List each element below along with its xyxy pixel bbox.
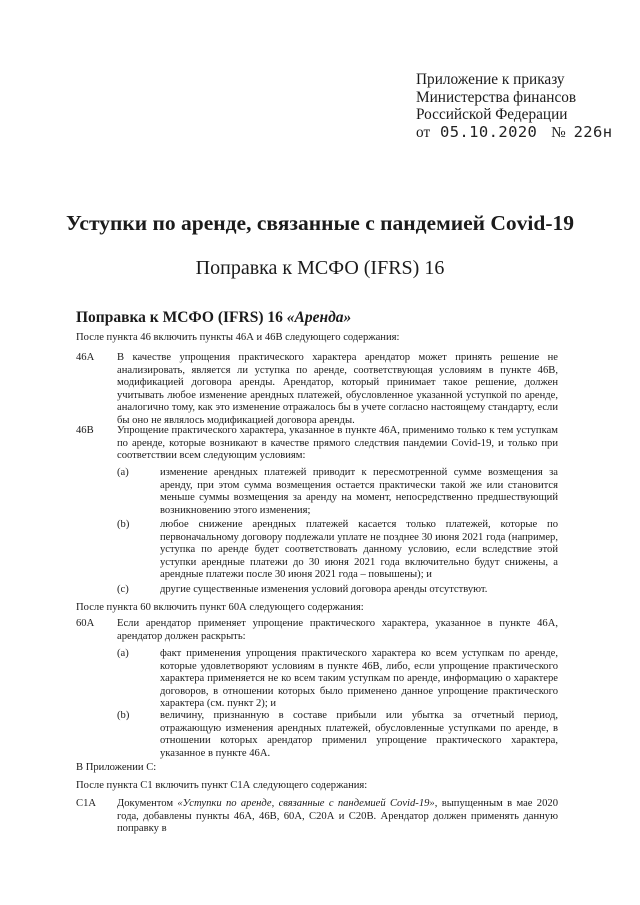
item-60a-b-label: (b) <box>117 710 130 721</box>
item-60a-a: факт применения упрощения практического характера ко всем уступкам по аренде, которые удовлетворяют условиям в пункте 46В, либо, если упрощение практического характера применяется не ко всем таким уступкам по аренде, информацию о характере договоров, в отношении которых было применено данное упрощение практического характера (см. пункт 2); и <box>160 648 558 709</box>
section-heading <box>76 309 351 327</box>
paragraph-60a: Если арендатор применяет упрощение практического характера, указанное в пункте 46А, арендатор должен раскрыть: <box>117 618 558 642</box>
item-46b-a: изменение арендных платежей приводит к пересмотренной сумме возмещения за аренду, при этом сумма возмещения остается практически такой же или становится меньше суммы возмещения за аренду на момент, непосредственно предшествующий возникновению этого изменения; <box>160 467 558 516</box>
paragraph-number-60a: 60А <box>76 618 95 629</box>
header-line-3: Российской Федерации <box>416 106 568 123</box>
section-heading-text: Поправка к МСФО (IFRS) 16 <box>76 309 283 326</box>
order-number-label: № <box>551 123 566 141</box>
section-heading-italic: «Аренда» <box>286 309 352 326</box>
c1a-document-name: «Уступки по аренде, связанные с пандемией Covid-19» <box>177 798 435 809</box>
item-46b-a-label: (a) <box>117 467 129 478</box>
header-line-2: Министерства финансов <box>416 88 577 106</box>
appendix-heading: В Приложении С: <box>76 762 157 773</box>
paragraph-46a: В качестве упрощения практического характера арендатор может принять решение не анализировать, является ли уступка по аренде, соответствующая условиям в пункте 46В, модификацией договора аренды. Арендатор, который принимает такое решение, должен учитывать любое изменение арендных платежей, обусловленное указанной уступкой по аренде, аналогично тому, как это изменение отражалось бы в учете согласно настоящему стандарту, если бы оно не являлось модификацией договора аренды. <box>117 352 558 426</box>
intro-paragraph-2: После пункта 60 включить пункт 60А следующего содержания: <box>76 602 364 613</box>
paragraph-number-46b: 46В <box>76 425 94 436</box>
intro-paragraph-3: После пункта С1 включить пункт С1А следующего содержания: <box>76 780 368 791</box>
c1a-text-end: , выпущенным в мае 2020 года, добавлены пункты 46А, 46В, 60А, С20А и С20В. Арендатор должен применять данную поправку в <box>117 798 558 834</box>
item-46b-b-label: (b) <box>117 519 130 530</box>
document-title: Уступки по аренде, связанные с пандемией Covid-19 <box>65 211 575 235</box>
order-number: 226н <box>573 122 613 141</box>
order-line <box>416 124 630 142</box>
paragraph-c1a <box>117 798 558 836</box>
item-60a-a-label: (a) <box>117 648 129 659</box>
c1a-text-start: Документом <box>117 798 178 809</box>
item-46b-b: любое снижение арендных платежей касается только платежей, которые по первоначальному договору подлежали уплате не позднее 30 июня 2021 года (например, уступка по аренде будет соответствовать данному условию, если вследствие этой уступки арендные платежи до 30 июня 2021 года включительно будут снижены, а арендные платежи после 30 июня 2021 года – повышены); и <box>160 519 558 580</box>
order-date: 05.10.2020 <box>439 122 538 141</box>
paragraph-number-46a: 46А <box>76 352 95 363</box>
document-subtitle: Поправка к МСФО (IFRS) 16 <box>195 257 445 279</box>
item-46b-c-label: (c) <box>117 584 129 595</box>
paragraph-number-c1a: С1А <box>76 798 97 809</box>
item-60a-b: величину, признанную в составе прибыли или убытка за отчетный период, отражающую изменения арендных платежей, обусловленные уступками по аренде, в отношении которых арендатор применил упрощение практического характера, указанное в пункте 46А. <box>160 710 558 759</box>
item-46b-c: другие существенные изменения условий договора аренды отсутствуют. <box>160 584 488 595</box>
paragraph-46b: Упрощение практического характера, указанное в пункте 46А, применимо только к тем уступкам по аренде, которые возникают в качестве прямого следствия пандемии Covid-19, и только при соответствии всем следующим условиям: <box>117 425 558 461</box>
intro-paragraph-1: После пункта 46 включить пункты 46А и 46В следующего содержания: <box>76 332 400 343</box>
header-line-1: Приложение к приказу <box>416 71 565 88</box>
order-reference <box>416 71 630 141</box>
order-from-label: от <box>416 123 431 141</box>
